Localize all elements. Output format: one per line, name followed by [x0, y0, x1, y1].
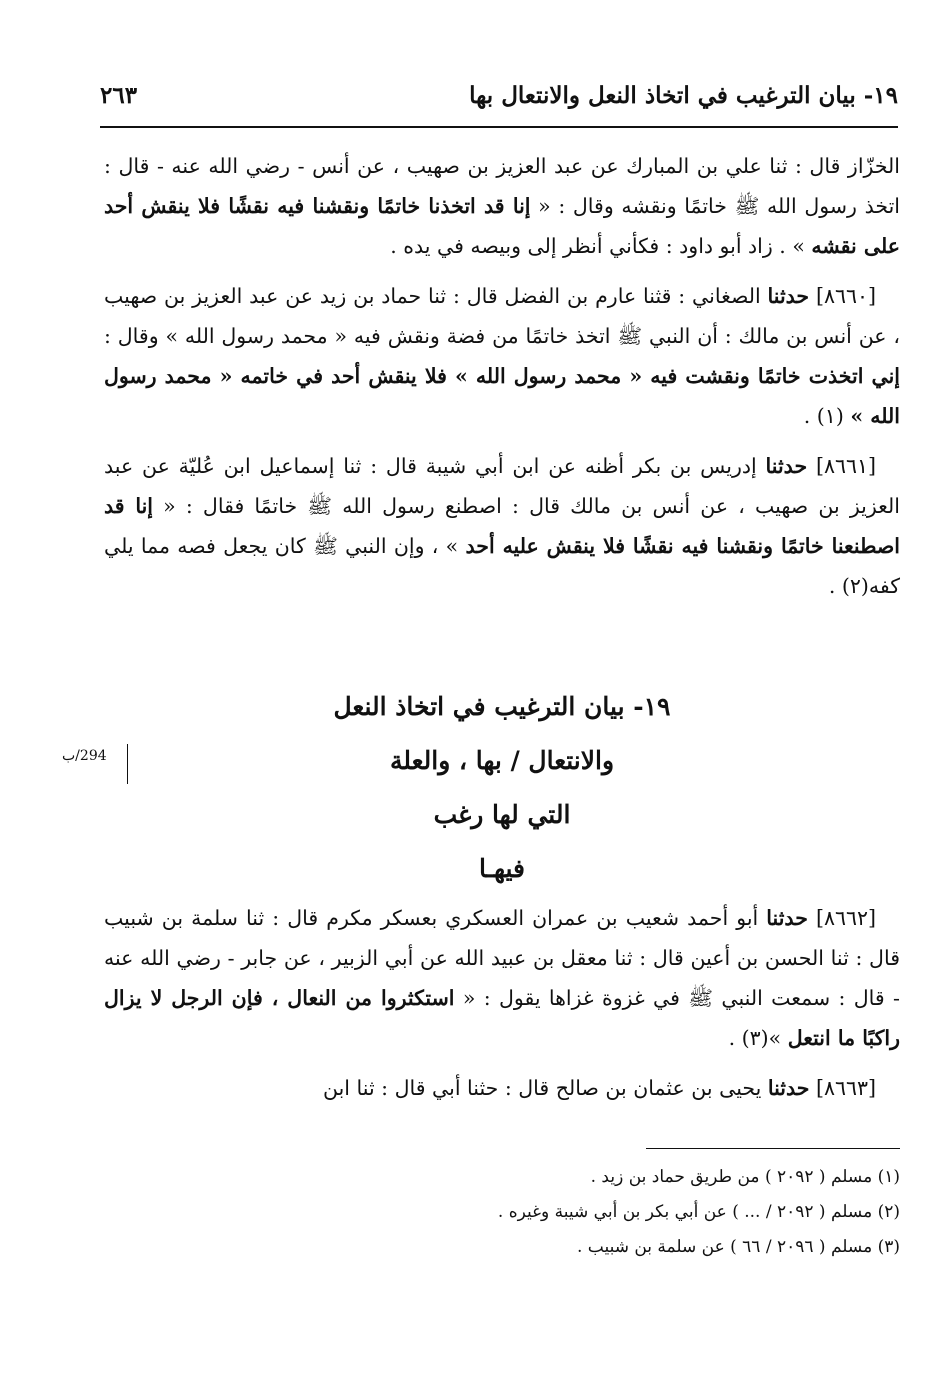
bold-text-segment: استكثروا من النعال ، فإن الرجل لا يزال راكبًا ما انتعل: [104, 986, 900, 1050]
text-segment: » ، وإن النبي ﷺ كان يجعل فصه مما يلي كفه(٢) .: [104, 534, 900, 598]
bold-text-segment: حدثنا: [766, 906, 808, 930]
text-segment: (١) .: [803, 404, 851, 428]
text-segment: الصغاني : قثنا عارم بن الفضل قال : ثنا حماد بن زيد عن عبد العزيز بن صهيب ، عن أنس بن مالك : أن النبي ﷺ اتخذ خاتمًا من فضة ونقش فيه « محمد رسول الله » وقال :: [104, 284, 900, 348]
manuscript-folio-note: 294/ب: [62, 748, 107, 764]
chapter-heading: [104, 680, 900, 896]
bold-text-segment: حدثنا: [765, 454, 808, 478]
text-segment: إدريس بن بكر أظنه عن ابن أبي شيبة قال : ثنا إسماعيل ابن عُليّة عن عبد العزيز بن صهيب ، عن أنس بن مالك قال : اصطنع رسول الله ﷺ خاتمًا فقال : «: [104, 454, 900, 518]
text-block-top: [104, 146, 900, 616]
chapter-heading-line-3: التي لها رغب: [433, 800, 571, 829]
margin-bar: [127, 744, 128, 784]
text-segment: [٨٦٦٢]: [807, 906, 876, 930]
text-segment: »(٣) .: [728, 1026, 788, 1050]
page-number: ٢٦٣: [100, 82, 138, 109]
header-rule: [100, 126, 898, 128]
running-title: ١٩- بيان الترغيب في اتخاذ النعل والانتعال بها: [469, 82, 898, 109]
chapter-heading-line-2: والانتعال / بها ، والعلة: [389, 746, 615, 775]
text-segment: الخزّاز قال : ثنا علي بن المبارك عن عبد العزيز بن صهيب ، عن أنس - رضي الله عنه - قال : اتخذ رسول الله ﷺ خاتمًا ونقشه وقال : «: [104, 154, 900, 218]
text-segment: [٨٦٦٣]: [809, 1076, 876, 1100]
footnotes: [104, 1160, 900, 1265]
footnote-1: (١) مسلم ( ٢٠٩٢ ) من طريق حماد بن زيد .: [590, 1167, 900, 1187]
footnote-rule: [646, 1148, 900, 1149]
text-block-bottom: [104, 898, 900, 1118]
paragraph: [104, 146, 900, 266]
paragraph: [104, 1068, 900, 1108]
bold-text-segment: حدثنا: [767, 1076, 810, 1100]
bold-text-segment: إنا قد اتخذنا خاتمًا ونقشنا فيه نقشًا فلا ينقش أحد على نقشه: [104, 194, 900, 258]
text-segment: [٨٦٦١]: [807, 454, 876, 478]
text-segment: أبو أحمد شعيب بن عمران العسكري بعسكر مكرم قال : ثنا سلمة بن شبيب قال : ثنا الحسن بن أعين قال : ثنا معقل بن عبيد الله عن أبي الزبير ، عن جابر - رضي الله عنه - قال : سمعت النبي ﷺ في غزوة غزاها يقول : «: [104, 906, 900, 1010]
text-segment: يحيى بن عثمان بن صالح قال : حثنا أبي قال : ثنا ابن: [322, 1076, 768, 1100]
running-header: [100, 76, 898, 126]
bold-text-segment: حدثنا: [767, 284, 810, 308]
footnote-2: (٢) مسلم ( ٢٠٩٢ / ... ) عن أبي بكر بن أبي شيبة وغيره .: [497, 1202, 900, 1222]
bold-text-segment: إنا قد اصطنعنا خاتمًا ونقشنا فيه نقشًا فلا ينقش عليه أحد: [104, 494, 901, 558]
paragraph: [104, 446, 900, 606]
chapter-heading-line-4: فيهـا: [479, 854, 525, 883]
bold-text-segment: إني اتخذت خاتمًا ونقشت فيه « محمد رسول الله » فلا ينقش أحد في خاتمه « محمد رسول الله »: [104, 364, 900, 428]
paragraph: [104, 898, 900, 1058]
paragraph: [104, 276, 900, 436]
text-segment: » . زاد أبو داود : فكأني أنظر إلى وبيصه في يده .: [390, 234, 812, 258]
chapter-heading-line-1: ١٩- بيان الترغيب في اتخاذ النعل: [333, 692, 671, 721]
footnote-3: (٣) مسلم ( ٢٠٩٦ / ٦٦ ) عن سلمة بن شبيب .: [576, 1237, 900, 1257]
text-segment: [٨٦٦٠]: [809, 284, 876, 308]
